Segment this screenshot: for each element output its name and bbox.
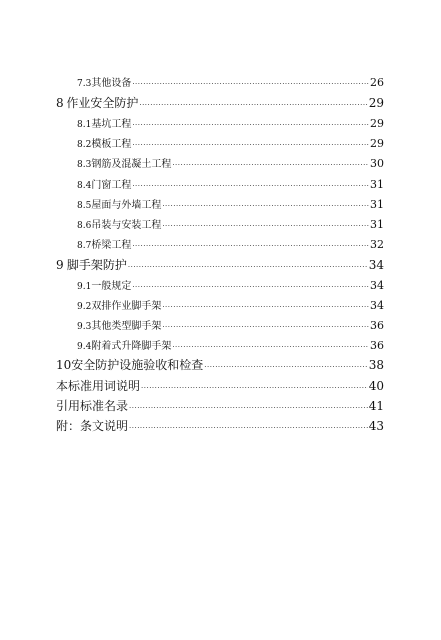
toc-entry-title: 吊装与安装工程 xyxy=(91,220,162,231)
toc-entry-title: 屋面与外墙工程 xyxy=(91,200,162,211)
toc-entry-page: 34 xyxy=(368,258,384,272)
toc-entry-8-2[interactable] xyxy=(77,135,384,150)
toc-entry-8-3[interactable] xyxy=(77,155,384,170)
toc-entry-page: 29 xyxy=(370,117,384,130)
toc-entry-7-3[interactable] xyxy=(77,74,384,89)
toc-entry-title: 桥梁工程 xyxy=(91,240,132,251)
toc-entry-number: 10 xyxy=(56,358,72,372)
toc-entry-title: 钢筋及混凝土工程 xyxy=(91,159,172,170)
toc-entry-title: 其他类型脚手架 xyxy=(91,321,162,332)
toc-entry-page: 29 xyxy=(368,96,384,110)
toc-entry-number: 8.5 xyxy=(77,201,92,211)
toc-entry-10[interactable] xyxy=(56,356,384,373)
toc-entry-number: 8.1 xyxy=(77,120,92,130)
toc-entry-8-5[interactable] xyxy=(77,196,384,211)
dot-leader xyxy=(141,384,368,392)
toc-entry-number: 9.3 xyxy=(77,322,92,332)
toc-entry-page: 43 xyxy=(368,419,384,433)
toc-entry-title: 引用标准名录 xyxy=(56,399,129,413)
toc-entry-title: 安全防护设施验收和检查 xyxy=(71,358,204,372)
dot-leader xyxy=(162,202,369,210)
toc-entry-page: 36 xyxy=(370,319,384,332)
toc-entry-page: 32 xyxy=(370,238,384,251)
toc-entry-number: 8.6 xyxy=(77,221,92,231)
dot-leader xyxy=(204,363,367,371)
toc-entry-page: 36 xyxy=(370,339,384,352)
toc-entry-page: 40 xyxy=(368,379,384,393)
toc-entry-number: 8.4 xyxy=(77,181,92,191)
dot-leader xyxy=(132,80,369,88)
toc-entry-title: 作业安全防护 xyxy=(66,96,139,110)
dot-leader xyxy=(129,424,368,432)
dot-leader xyxy=(132,242,369,250)
toc-entry-page: 31 xyxy=(370,218,384,231)
toc-entry-references[interactable] xyxy=(56,397,384,414)
toc-entry-page: 30 xyxy=(370,157,384,170)
toc-entry-number: 9.2 xyxy=(77,302,92,312)
toc-entry-9-1[interactable] xyxy=(77,277,384,292)
toc-entry-8-4[interactable] xyxy=(77,176,384,191)
toc-entry-title: 附：条文说明 xyxy=(56,419,129,433)
toc-entry-page: 34 xyxy=(370,299,384,312)
toc-entry-number: 9 xyxy=(56,258,64,272)
toc-entry-terms[interactable] xyxy=(56,377,384,394)
toc-entry-8-7[interactable] xyxy=(77,236,384,251)
dot-leader xyxy=(132,283,369,291)
toc-entry-number: 8.2 xyxy=(77,140,92,150)
dot-leader xyxy=(128,263,368,271)
dot-leader xyxy=(162,323,369,331)
dot-leader xyxy=(132,141,369,149)
toc-entry-page: 31 xyxy=(370,178,384,191)
toc-entry-page: 29 xyxy=(370,137,384,150)
dot-leader xyxy=(162,222,369,230)
toc-entry-title: 脚手架防护 xyxy=(66,258,127,272)
toc-entry-number: 9.1 xyxy=(77,282,92,292)
toc-entry-title: 本标准用词说明 xyxy=(56,379,141,393)
toc-entry-page: 34 xyxy=(370,279,384,292)
dot-leader xyxy=(132,182,369,190)
toc-entry-title: 双排作业脚手架 xyxy=(91,301,162,312)
toc-entry-9-3[interactable] xyxy=(77,317,384,332)
toc-entry-8[interactable] xyxy=(56,94,384,111)
toc-entry-title: 基坑工程 xyxy=(91,119,132,130)
toc-entry-explanation[interactable] xyxy=(56,417,384,434)
toc-entry-number: 8.7 xyxy=(77,241,92,251)
toc-entry-page: 31 xyxy=(370,198,384,211)
dot-leader xyxy=(129,404,368,412)
toc-entry-title: 附着式升降脚手架 xyxy=(91,341,172,352)
toc-entry-page: 41 xyxy=(368,399,384,413)
toc-entry-8-6[interactable] xyxy=(77,216,384,231)
toc-entry-number: 9.4 xyxy=(77,342,92,352)
toc-entry-title: 其他设备 xyxy=(91,78,132,89)
toc-entry-title: 一般规定 xyxy=(91,281,132,292)
toc-entry-9-2[interactable] xyxy=(77,297,384,312)
dot-leader xyxy=(132,121,369,129)
dot-leader xyxy=(139,101,367,109)
toc-entry-title: 门窗工程 xyxy=(91,180,132,191)
toc-entry-number: 8.3 xyxy=(77,160,92,170)
dot-leader xyxy=(172,343,369,351)
toc-entry-8-1[interactable] xyxy=(77,115,384,130)
toc-entry-9[interactable] xyxy=(56,256,384,273)
dot-leader xyxy=(172,161,369,169)
toc-entry-page: 38 xyxy=(368,358,384,372)
toc-entry-title: 模板工程 xyxy=(91,139,132,150)
toc-entry-number: 7.3 xyxy=(77,79,92,89)
dot-leader xyxy=(162,303,369,311)
toc-entry-page: 26 xyxy=(370,76,384,89)
toc-entry-9-4[interactable] xyxy=(77,337,384,352)
toc-entry-number: 8 xyxy=(56,96,64,110)
